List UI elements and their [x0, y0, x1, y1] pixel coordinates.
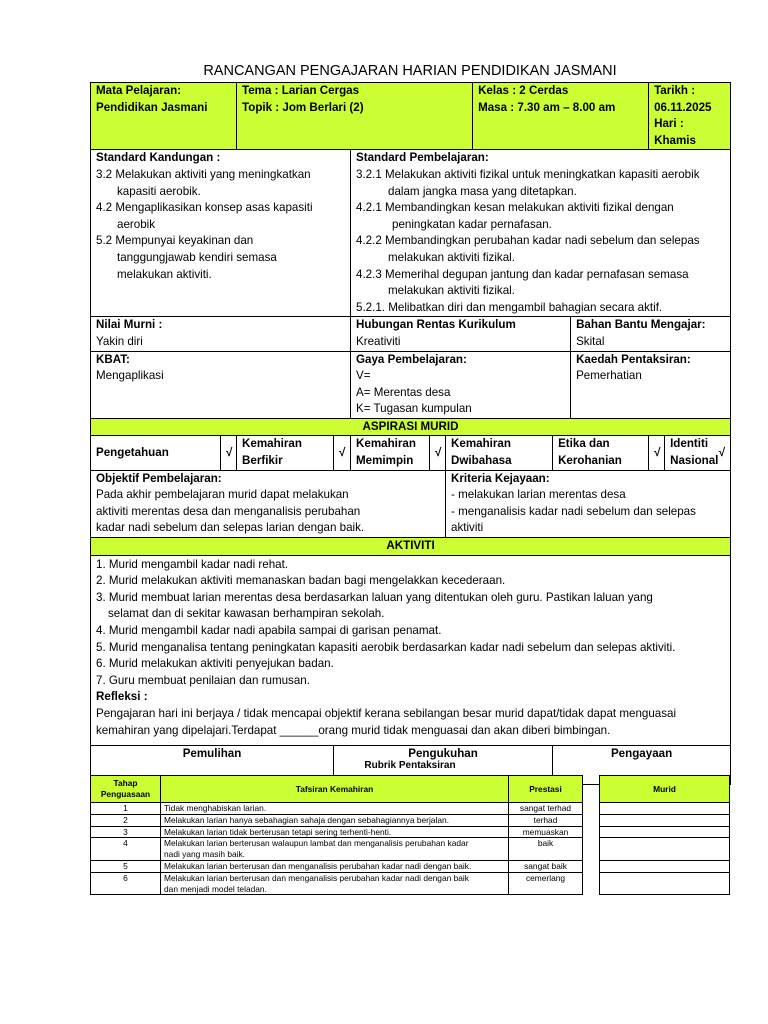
table-row — [91, 803, 583, 815]
aspirasi-identiti — [665, 436, 731, 470]
standards-row — [91, 150, 731, 317]
prestasi-cell: terhad — [509, 814, 583, 826]
standard-kandungan-cell — [91, 150, 351, 317]
sk-item-cont: tanggungjawab kendiri semasa — [117, 250, 277, 264]
tafsiran-line: Melakukan larian tidak berterusan tetapi sering terhenti-henti. — [164, 826, 392, 837]
aspirasi-label: Memimpin — [356, 454, 414, 468]
kaedah-pentaksiran-value: Pemerhatian — [576, 369, 642, 383]
kaedah-pentaksiran-label: Kaedah Pentaksiran: — [576, 352, 691, 366]
tick-mark: √ — [649, 436, 665, 470]
murid-table — [599, 775, 730, 895]
standard-kandungan-label: Standard Kandungan : — [96, 151, 221, 165]
tahap-header: Tahap Penguasaan — [91, 776, 161, 803]
objektif-line: Pada akhir pembelajaran murid dapat melakukan — [96, 488, 349, 502]
aktiviti-item: 1. Murid mengambil kadar nadi rehat. — [96, 557, 289, 571]
tafsiran-header: Tafsiran Kemahiran — [161, 776, 509, 803]
aktiviti-item: 3. Murid membuat larian merentas desa berdasarkan laluan yang ditentukan oleh guru. Pastikan laluan yang — [96, 590, 653, 604]
aspirasi-label: Berfikir — [242, 454, 283, 468]
bahan-bantu-value: Skital — [576, 334, 605, 348]
tafsiran-cell — [161, 803, 509, 815]
sk-item-cont: melakukan aktiviti. — [117, 267, 212, 281]
murid-row — [600, 803, 730, 815]
tahap-cell: 1 — [91, 803, 161, 815]
tick-mark: √ — [221, 436, 237, 470]
sp-item-cont: melakukan aktiviti fizikal. — [388, 250, 515, 264]
gaya-line: A= Merentas desa — [356, 385, 451, 399]
pemulihan-label: Pemulihan — [182, 747, 242, 761]
objektif-label: Objektif Pembelajaran: — [96, 471, 222, 485]
tafsiran-line: dan menjadi model teladan. — [164, 883, 267, 894]
sk-item-cont: kapasiti aerobik. — [117, 184, 201, 198]
aktiviti-item-cont: selamat dan di sekitar kawasan berhampiran sekolah. — [108, 607, 385, 621]
sp-item: 3.2.1 Melakukan aktiviti fizikal untuk meningkatkan kapasiti aerobik — [356, 167, 700, 181]
tahap-cell: 5 — [91, 860, 161, 872]
aspirasi-label: Identiti — [670, 437, 709, 451]
tafsiran-line: Melakukan larian hanya sebahagian sahaja dengan sebahagiannya berjalan. — [164, 814, 449, 825]
murid-header: Murid — [600, 776, 730, 803]
aktiviti-heading: AKTIVITI — [91, 538, 731, 556]
tahap-cell: 6 — [91, 872, 161, 895]
masa-text: Masa : 7.30 am – 8.00 am — [478, 100, 616, 114]
tafsiran-cell — [161, 860, 509, 872]
tick-mark: √ — [718, 445, 726, 459]
aspirasi-label: Kemahiran — [242, 437, 302, 451]
tafsiran-cell — [161, 814, 509, 826]
aspirasi-pengetahuan — [91, 436, 221, 470]
aspirasi-label: Kemahiran — [451, 437, 511, 451]
tahap-cell: 4 — [91, 838, 161, 861]
sk-item: 5.2 Mempunyai keyakinan dan — [96, 234, 254, 248]
aspirasi-band-row — [91, 418, 731, 436]
sp-item: 4.2.2 Membandingkan perubahan kadar nadi sebelum dan selepas — [356, 234, 700, 248]
aspirasi-dwibahasa — [446, 436, 553, 470]
standard-pembelajaran-label: Standard Pembelajaran: — [356, 151, 489, 165]
tahap-cell: 2 — [91, 814, 161, 826]
sk-item: 4.2 Mengaplikasikan konsep asas kapasiti — [96, 201, 313, 215]
tafsiran-line: nadi yang masih baik. — [164, 849, 246, 860]
objektif-line: kadar nadi sebelum dan selepas larian dengan baik. — [96, 521, 365, 535]
kaedah-pentaksiran-cell — [571, 351, 731, 418]
rubrik-table — [90, 775, 583, 895]
pengayaan-label: Pengayaan — [610, 747, 673, 761]
objektif-line: aktiviti merentas desa dan menganalisis perubahan — [96, 504, 361, 518]
gaya-pembelajaran-label: Gaya Pembelajaran: — [356, 352, 467, 366]
aspirasi-label: Nasional — [670, 454, 719, 468]
prestasi-cell: cemerlang — [509, 872, 583, 895]
sp-item-cont: peningkatan kadar pernafasan. — [392, 217, 552, 231]
aktiviti-item: 5. Murid menganalisa tentang peningkatan kapasiti aerobik berdasarkan kadar nadi sebelum dan selepas aktiviti. — [96, 640, 676, 654]
prestasi-cell: sangat baik — [509, 860, 583, 872]
nilai-murni-label: Nilai Murni : — [96, 318, 163, 332]
murid-row — [600, 838, 730, 861]
kelas-masa-cell — [473, 83, 649, 150]
gaya-line: V= — [356, 369, 371, 383]
table-row — [91, 826, 583, 838]
header-row — [91, 83, 731, 150]
tafsiran-line: Melakukan larian berterusan dan menganalisis perubahan kadar nadi dengan baik — [164, 872, 469, 883]
aktiviti-row — [91, 555, 731, 746]
aktiviti-cell — [91, 555, 731, 746]
mata-pelajaran-value: Pendidikan Jasmani — [96, 100, 208, 114]
pengukuhan-label: Pengukuhan — [408, 747, 478, 761]
murid-cell[interactable] — [600, 826, 730, 838]
sk-item-cont: aerobik — [117, 217, 156, 231]
murid-cell[interactable] — [600, 860, 730, 872]
aspirasi-memimpin — [351, 436, 430, 470]
tema-topik-cell — [237, 83, 473, 150]
identiti-labels — [670, 436, 718, 469]
kbat-label: KBAT: — [96, 352, 130, 366]
murid-row — [600, 860, 730, 872]
standard-pembelajaran-cell — [351, 150, 731, 317]
prestasi-cell: memuaskan — [509, 826, 583, 838]
nilai-row — [91, 317, 731, 351]
objektif-row — [91, 470, 731, 537]
topik-text: Topik : Jom Berlari (2) — [242, 100, 364, 114]
aktiviti-band-row — [91, 538, 731, 556]
kbat-row — [91, 351, 731, 418]
tarikh-hari-cell — [649, 83, 731, 150]
refleksi-line: kemahiran yang dipelajari.Terdapat ______orang murid tidak menguasai dan akan diberi bimbingan. — [96, 723, 611, 737]
tafsiran-cell — [161, 826, 509, 838]
tafsiran-line: Tidak menghabiskan larian. — [164, 803, 267, 813]
aspirasi-murid-heading: ASPIRASI MURID — [91, 418, 731, 436]
murid-header-row — [600, 776, 730, 803]
bahan-bantu-cell — [571, 317, 731, 351]
refleksi-line: Pengajaran hari ini berjaya / tidak mencapai objektif kerana sebilangan besar murid dapat/tidak dapat menguasai — [96, 706, 677, 720]
table-row — [91, 838, 583, 861]
murid-cell[interactable] — [600, 872, 730, 895]
aktiviti-item: 6. Murid melakukan aktiviti penyejukan badan. — [96, 657, 334, 671]
aspirasi-label: Pengetahuan — [96, 445, 169, 459]
murid-row — [600, 826, 730, 838]
identiti-wrap — [670, 436, 725, 469]
gaya-pembelajaran-cell — [351, 351, 571, 418]
sp-item-cont: dalam jangka masa yang ditetapkan. — [388, 184, 577, 198]
tafsiran-line: Melakukan larian berterusan dan menganalisis perubahan kadar nadi dengan baik. — [164, 860, 472, 871]
tahap-cell: 3 — [91, 826, 161, 838]
aktiviti-item: 7. Guru membuat penilaian dan rumusan. — [96, 673, 310, 687]
kelas-text: Kelas : 2 Cerdas — [478, 84, 569, 97]
refleksi-label: Refleksi : — [96, 690, 148, 704]
rubrik-title: Rubrik Pentaksiran — [364, 760, 456, 771]
kbat-cell — [91, 351, 351, 418]
tafsiran-cell — [161, 872, 509, 895]
rentas-kurikulum-label: Hubungan Rentas Kurikulum — [356, 318, 516, 332]
rubrik-header-row — [91, 776, 583, 803]
murid-cell[interactable] — [600, 838, 730, 861]
kbat-value: Mengaplikasi — [96, 369, 164, 383]
murid-row — [600, 814, 730, 826]
kriteria-line: - melakukan larian merentas desa — [451, 488, 626, 502]
nilai-murni-value: Yakin diri — [96, 334, 143, 348]
sp-item: 4.2.3 Memerihal degupan jantung dan kadar pernafasan semasa — [356, 267, 689, 281]
table-row — [91, 814, 583, 826]
kriteria-cell — [446, 470, 731, 537]
aspirasi-label: Etika dan — [558, 437, 610, 451]
kriteria-label: Kriteria Kejayaan: — [451, 471, 550, 485]
aspirasi-etika — [553, 436, 649, 470]
objektif-cell — [91, 470, 446, 537]
aspirasi-label: Kemahiran — [356, 437, 416, 451]
aspirasi-items-row — [91, 436, 731, 470]
aktiviti-item: 2. Murid melakukan aktiviti memanaskan badan bagi mengelakkan kecederaan. — [96, 574, 506, 588]
prestasi-cell: baik — [509, 838, 583, 861]
aspirasi-berfikir — [237, 436, 334, 470]
aspirasi-label: Kerohanian — [558, 454, 622, 468]
sp-item: 4.2.1 Membandingkan kesan melakukan aktiviti fizikal dengan — [356, 201, 674, 215]
tafsiran-line: Melakukan larian berterusan walaupun lambat dan menganalisis perubahan kadar — [164, 838, 469, 849]
tick-mark: √ — [430, 436, 446, 470]
gaya-line: K= Tugasan kumpulan — [356, 402, 472, 416]
aspirasi-label: Dwibahasa — [451, 454, 512, 468]
rentas-kurikulum-value: Kreativiti — [356, 334, 401, 348]
prestasi-header: Prestasi — [509, 776, 583, 803]
table-row — [91, 872, 583, 895]
murid-cell[interactable] — [600, 803, 730, 815]
rentas-kurikulum-cell — [351, 317, 571, 351]
murid-cell[interactable] — [600, 814, 730, 826]
sp-item-cont: melakukan aktiviti fizikal. — [388, 284, 515, 298]
tarikh-text: Tarikh : 06.11.2025 — [654, 84, 712, 114]
kriteria-line: - menganalisis kadar nadi sebelum dan selepas aktiviti — [451, 504, 696, 535]
murid-row — [600, 872, 730, 895]
bahan-bantu-label: Bahan Bantu Mengajar: — [576, 318, 706, 332]
table-row — [91, 860, 583, 872]
document-title: RANCANGAN PENGAJARAN HARIAN PENDIDIKAN JASMANI — [203, 63, 617, 79]
tema-text: Tema : Larian Cergas — [242, 84, 360, 97]
prestasi-cell: sangat terhad — [509, 803, 583, 815]
tick-mark: √ — [334, 436, 351, 470]
tafsiran-cell — [161, 838, 509, 861]
hari-text: Hari : Khamis — [654, 117, 696, 147]
mata-pelajaran-label: Mata Pelajaran: — [96, 84, 182, 97]
aktiviti-item: 4. Murid mengambil kadar nadi apabila sampai di garisan penamat. — [96, 624, 442, 637]
nilai-murni-cell — [91, 317, 351, 351]
sp-item: 5.2.1. Melibatkan diri dan mengambil bahagian secara aktif. — [356, 300, 663, 314]
sk-item: 3.2 Melakukan aktiviti yang meningkatkan — [96, 167, 311, 181]
mata-pelajaran-cell — [91, 83, 237, 150]
lesson-plan-table — [90, 82, 731, 785]
